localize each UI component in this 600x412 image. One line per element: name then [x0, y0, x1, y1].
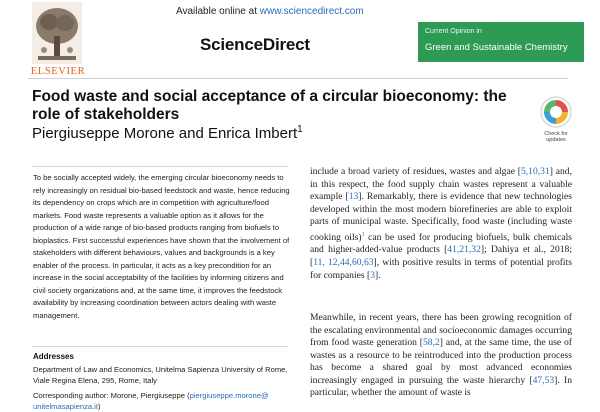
affiliation-address: Department of Law and Economics, Unitelma Sapienza University of Rome, Viale Regina Elena, 295, Rome, Italy — [33, 365, 288, 385]
corresponding-author — [33, 390, 303, 412]
elsevier-wordmark: ELSEVIER — [30, 66, 86, 77]
available-online-line — [176, 6, 364, 17]
header-divider — [28, 78, 568, 79]
abstract-divider — [32, 166, 288, 167]
citation-link[interactable]: 47,53 — [532, 374, 555, 386]
corresponding-suffix: ) — [98, 402, 101, 411]
citation-link[interactable]: 3 — [370, 269, 376, 281]
citation-link[interactable]: 58,2 — [422, 337, 440, 349]
platform-name: ScienceDirect — [200, 35, 310, 54]
body-text-run: ]. — [375, 269, 381, 281]
citation-link[interactable]: 13 — [348, 191, 359, 203]
abstract-text: To be socially accepted widely, the emerging circular bioeconomy needs to rely increasingly on residual bio-based feedstock and waste, hence reducing its dependency on crops which are in competition with agriculture/food markets. Food waste represents a valuable option as it allows for the production of a wide range of bio-based products ranging from biofuels to bioplastics. First successful experiences have shown that the involvement of stakeholders with different behaviours, values and backgrounds is a key enabler of the process. In particular, it acts as a key precondition for an increase in the social acceptability of the facilities by informing citizens and civil society organizations and, at the same time, it improves the feedstock availability by increasing coordination between actors dealing with waste management. — [33, 173, 290, 321]
journal-name: Green and Sustainable Chemistry — [425, 42, 568, 53]
article-authors — [32, 124, 303, 142]
citation-link[interactable]: 11, 12,44,60,63 — [313, 257, 374, 269]
crossmark-label: Check for updates — [544, 131, 568, 143]
journal-banner — [418, 22, 584, 62]
body-text-run: ]; Dahiya et al., 2018; [ — [310, 244, 573, 269]
author-names: Piergiuseppe Morone and Enrica Imbert — [32, 125, 298, 142]
body-text-run: ] and, in this respect, the food supply chain wastes represent a valuable example [ — [310, 166, 573, 203]
citation-link[interactable]: 41,21,32 — [447, 244, 481, 256]
body-paragraph-2 — [310, 312, 572, 400]
available-prefix: Available online at — [176, 6, 257, 17]
journal-kicker: Current Opinion in — [425, 28, 482, 35]
body-text-run: Meanwhile, in recent years, there has been growing recognition of the escalating environmental and socioeconomic damages occurring from food waste generation [ — [310, 312, 572, 349]
body-paragraph-1 — [310, 166, 572, 282]
addresses-divider — [32, 346, 288, 347]
citation-link[interactable]: 1 — [361, 231, 365, 238]
body-text-run: include a broad variety of residues, wastes and algae [ — [310, 166, 521, 177]
corresponding-prefix: Corresponding author: Morone, Piergiuseppe ( — [33, 391, 190, 400]
author-affiliation-mark: 1 — [297, 124, 303, 135]
sciencedirect-url-link[interactable]: www.sciencedirect.com — [259, 6, 364, 17]
body-text-run: ]. In particular, whether the amount of waste is — [310, 374, 572, 399]
corresponding-email-link[interactable]: piergiuseppe.morone@ unitelmasapienza.it — [33, 391, 269, 411]
body-text-run: can be used for producing biofuels, bulk chemicals and higher-added-value products [ — [310, 231, 572, 256]
body-text-run: ] and, at the same time, the use of wastes as a resource to be reintroduced into the production process has become a shared goal by most advanced economies increasingly engaged in pursuing the waste hierarchy [ — [310, 337, 572, 386]
addresses-heading: Addresses — [33, 352, 74, 361]
article-title: Food waste and social acceptance of a circular bioeconomy: the role of stakeholders — [32, 88, 507, 123]
citation-link[interactable]: 5,10,31 — [520, 166, 550, 177]
crossmark-icon[interactable] — [539, 95, 573, 129]
body-text-run: ]. Remarkably, there is evidence that new technologies developed within the most modern biorefineries are able to exploit parts of municipal waste. Specifically, food waste (including waste cooking oils) — [310, 191, 572, 243]
elsevier-logo — [32, 2, 82, 72]
body-text-run: ], with positive results in terms of potential profits for companies [ — [310, 257, 573, 281]
